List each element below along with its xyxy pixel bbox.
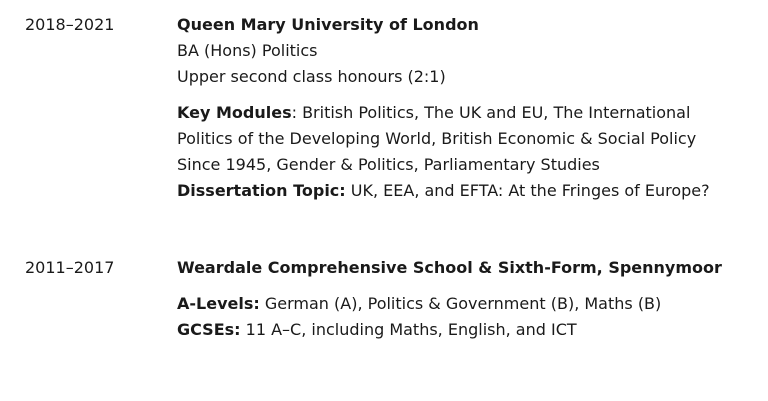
a-levels-line bbox=[177, 291, 752, 317]
degree-title: BA (Hons) Politics bbox=[177, 41, 318, 60]
dissertation-label: Dissertation Topic: bbox=[177, 181, 346, 200]
entry-details bbox=[177, 258, 752, 343]
degree-classification: Upper second class honours (2:1) bbox=[177, 67, 446, 86]
key-modules-line-3: Since 1945, Gender & Politics, Parliamentary Studies bbox=[177, 155, 600, 174]
dissertation-text: UK, EEA, and EFTA: At the Fringes of Europe? bbox=[345, 181, 710, 200]
key-modules-text: : British Politics, The UK and EU, The International bbox=[291, 103, 691, 122]
gcses-text: 11 A–C, including Maths, English, and ICT bbox=[240, 320, 577, 339]
a-levels-label: A-Levels: bbox=[177, 294, 260, 313]
spacer bbox=[177, 281, 752, 291]
gcses-line bbox=[177, 317, 752, 343]
institution-name: Queen Mary University of London bbox=[177, 15, 479, 34]
gcses-label: GCSEs: bbox=[177, 320, 241, 339]
key-modules-line-2: Politics of the Developing World, British Economic & Social Policy bbox=[177, 129, 697, 148]
entry-years: 2018–2021 bbox=[25, 15, 115, 34]
entry-years: 2011–2017 bbox=[25, 258, 115, 277]
institution-name: Weardale Comprehensive School & Sixth-Form, Spennymoor bbox=[177, 258, 722, 277]
key-modules-line-1 bbox=[177, 100, 752, 126]
a-levels-text: German (A), Politics & Government (B), Maths (B) bbox=[259, 294, 662, 313]
key-modules-label: Key Modules bbox=[177, 103, 292, 122]
dissertation-line bbox=[177, 178, 752, 204]
entry-details bbox=[177, 15, 752, 204]
spacer bbox=[177, 90, 752, 100]
